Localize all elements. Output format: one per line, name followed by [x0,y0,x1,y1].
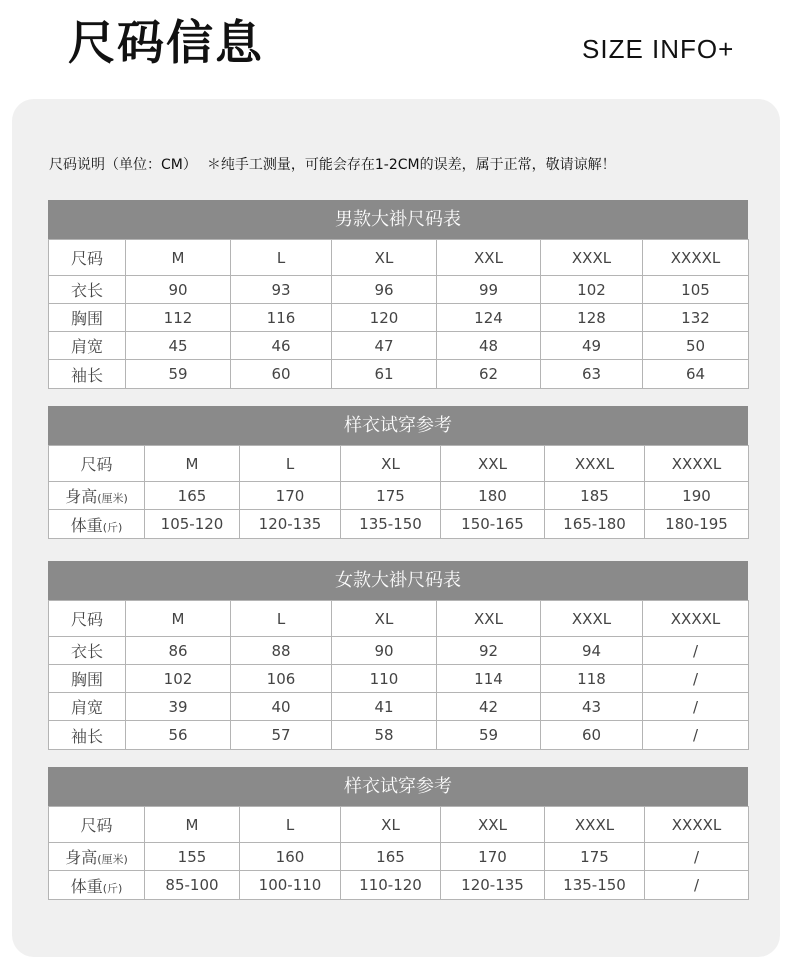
table-cell: / [645,843,749,871]
table-row [49,637,749,665]
table-cell: 165-180 [545,510,645,539]
table-cell: / [643,665,749,693]
table-cell: 62 [437,360,541,389]
size-grid [48,445,749,539]
table-cell: 59 [126,360,231,389]
table-cell: 165 [145,482,240,510]
size-note [49,154,616,174]
table-cell: XXXXL [645,807,749,843]
table-cell: 175 [341,482,441,510]
page-title: 尺码信息 [68,16,264,71]
table-cell: 45 [126,332,231,360]
row-header: 体重(斤) [49,510,145,539]
table-cell: 132 [643,304,749,332]
table-cell: 59 [437,721,541,750]
table-row [49,510,749,539]
table-cell: 175 [545,843,645,871]
table-cell: 63 [541,360,643,389]
table-cell: XL [341,807,441,843]
table-cell: 102 [541,276,643,304]
table-cell: L [231,240,332,276]
table-cell: 190 [645,482,749,510]
table-cell: XXL [437,601,541,637]
size-grid [48,239,749,389]
table-row [49,482,749,510]
row-header: 衣长 [49,637,126,665]
table-cell: 110-120 [341,871,441,900]
row-header: 尺码 [49,240,126,276]
table-row [49,721,749,750]
table-cell: XXXL [545,446,645,482]
table-cell: 116 [231,304,332,332]
table-title: 女款大褂尺码表 [48,561,748,600]
row-header-unit: (厘米) [97,853,128,866]
table-cell: 46 [231,332,332,360]
table-cell: 85-100 [145,871,240,900]
table-cell: 150-165 [441,510,545,539]
table-row [49,332,749,360]
table-cell: 155 [145,843,240,871]
women-tryon-table [48,767,748,900]
table-row [49,601,749,637]
table-cell: XL [341,446,441,482]
table-cell: / [643,693,749,721]
table-cell: L [240,446,341,482]
row-header: 肩宽 [49,693,126,721]
row-header: 胸围 [49,665,126,693]
table-row [49,360,749,389]
table-cell: 94 [541,637,643,665]
table-cell: XXXL [541,601,643,637]
table-cell: 180-195 [645,510,749,539]
table-cell: 170 [441,843,545,871]
table-cell: 90 [332,637,437,665]
page-subtitle: SIZE INFO+ [582,34,735,64]
table-row [49,240,749,276]
table-cell: 92 [437,637,541,665]
table-cell: 180 [441,482,545,510]
table-cell: 64 [643,360,749,389]
table-cell: XXXXL [643,240,749,276]
table-cell: XL [332,240,437,276]
table-row [49,807,749,843]
table-cell: XXXXL [643,601,749,637]
table-cell: XXXL [545,807,645,843]
table-cell: 135-150 [545,871,645,900]
table-cell: XXL [441,807,545,843]
size-note-label: 尺码说明（单位：CM） [49,157,197,173]
table-cell: 112 [126,304,231,332]
row-header: 袖长 [49,721,126,750]
table-cell: / [643,637,749,665]
table-cell: 42 [437,693,541,721]
size-note-text: ＊纯手工测量，可能会存在1-2CM的误差，属于正常，敬请谅解！ [206,157,616,173]
table-cell: 90 [126,276,231,304]
table-row [49,276,749,304]
table-cell: 60 [231,360,332,389]
table-cell: M [126,601,231,637]
row-header: 肩宽 [49,332,126,360]
table-cell: 39 [126,693,231,721]
size-grid [48,600,749,750]
table-cell: 88 [231,637,332,665]
table-cell: 61 [332,360,437,389]
table-cell: 160 [240,843,341,871]
row-header: 身高(厘米) [49,843,145,871]
table-cell: 48 [437,332,541,360]
women-size-table [48,561,748,750]
table-row [49,871,749,900]
table-cell: 165 [341,843,441,871]
table-cell: 114 [437,665,541,693]
row-header: 尺码 [49,601,126,637]
table-cell: 96 [332,276,437,304]
row-header: 身高(厘米) [49,482,145,510]
table-cell: XXXXL [645,446,749,482]
men-size-table [48,200,748,389]
table-row [49,843,749,871]
table-cell: XXXL [541,240,643,276]
table-cell: 47 [332,332,437,360]
row-header: 袖长 [49,360,126,389]
table-row [49,693,749,721]
row-header-unit: (斤) [102,881,123,895]
table-cell: 170 [240,482,341,510]
table-cell: 50 [643,332,749,360]
table-cell: 110 [332,665,437,693]
table-cell: L [231,601,332,637]
row-header: 尺码 [49,807,145,843]
table-cell: 86 [126,637,231,665]
row-header-unit: (厘米) [97,492,128,505]
table-cell: 120 [332,304,437,332]
table-row [49,446,749,482]
table-cell: / [645,871,749,900]
row-header: 胸围 [49,304,126,332]
table-cell: 118 [541,665,643,693]
row-header: 尺码 [49,446,145,482]
table-cell: 41 [332,693,437,721]
table-cell: M [126,240,231,276]
table-row [49,665,749,693]
table-cell: 99 [437,276,541,304]
table-cell: 120-135 [441,871,545,900]
table-title: 样衣试穿参考 [48,406,748,445]
table-cell: 124 [437,304,541,332]
men-tryon-table [48,406,748,539]
table-cell: 40 [231,693,332,721]
table-cell: XL [332,601,437,637]
table-cell: 93 [231,276,332,304]
table-cell: / [643,721,749,750]
table-cell: 43 [541,693,643,721]
table-cell: 128 [541,304,643,332]
table-cell: 185 [545,482,645,510]
row-header-unit: (斤) [102,520,123,534]
table-cell: 120-135 [240,510,341,539]
table-cell: 135-150 [341,510,441,539]
table-cell: 100-110 [240,871,341,900]
table-cell: 106 [231,665,332,693]
table-row [49,304,749,332]
table-title: 男款大褂尺码表 [48,200,748,239]
table-cell: 60 [541,721,643,750]
table-cell: 102 [126,665,231,693]
table-cell: 57 [231,721,332,750]
table-cell: 105 [643,276,749,304]
row-header: 体重(斤) [49,871,145,900]
row-header: 衣长 [49,276,126,304]
table-cell: M [145,807,240,843]
table-cell: M [145,446,240,482]
table-cell: XXL [437,240,541,276]
size-grid [48,806,749,900]
table-cell: 49 [541,332,643,360]
table-cell: 58 [332,721,437,750]
table-title: 样衣试穿参考 [48,767,748,806]
table-cell: XXL [441,446,545,482]
table-cell: 105-120 [145,510,240,539]
table-cell: L [240,807,341,843]
table-cell: 56 [126,721,231,750]
